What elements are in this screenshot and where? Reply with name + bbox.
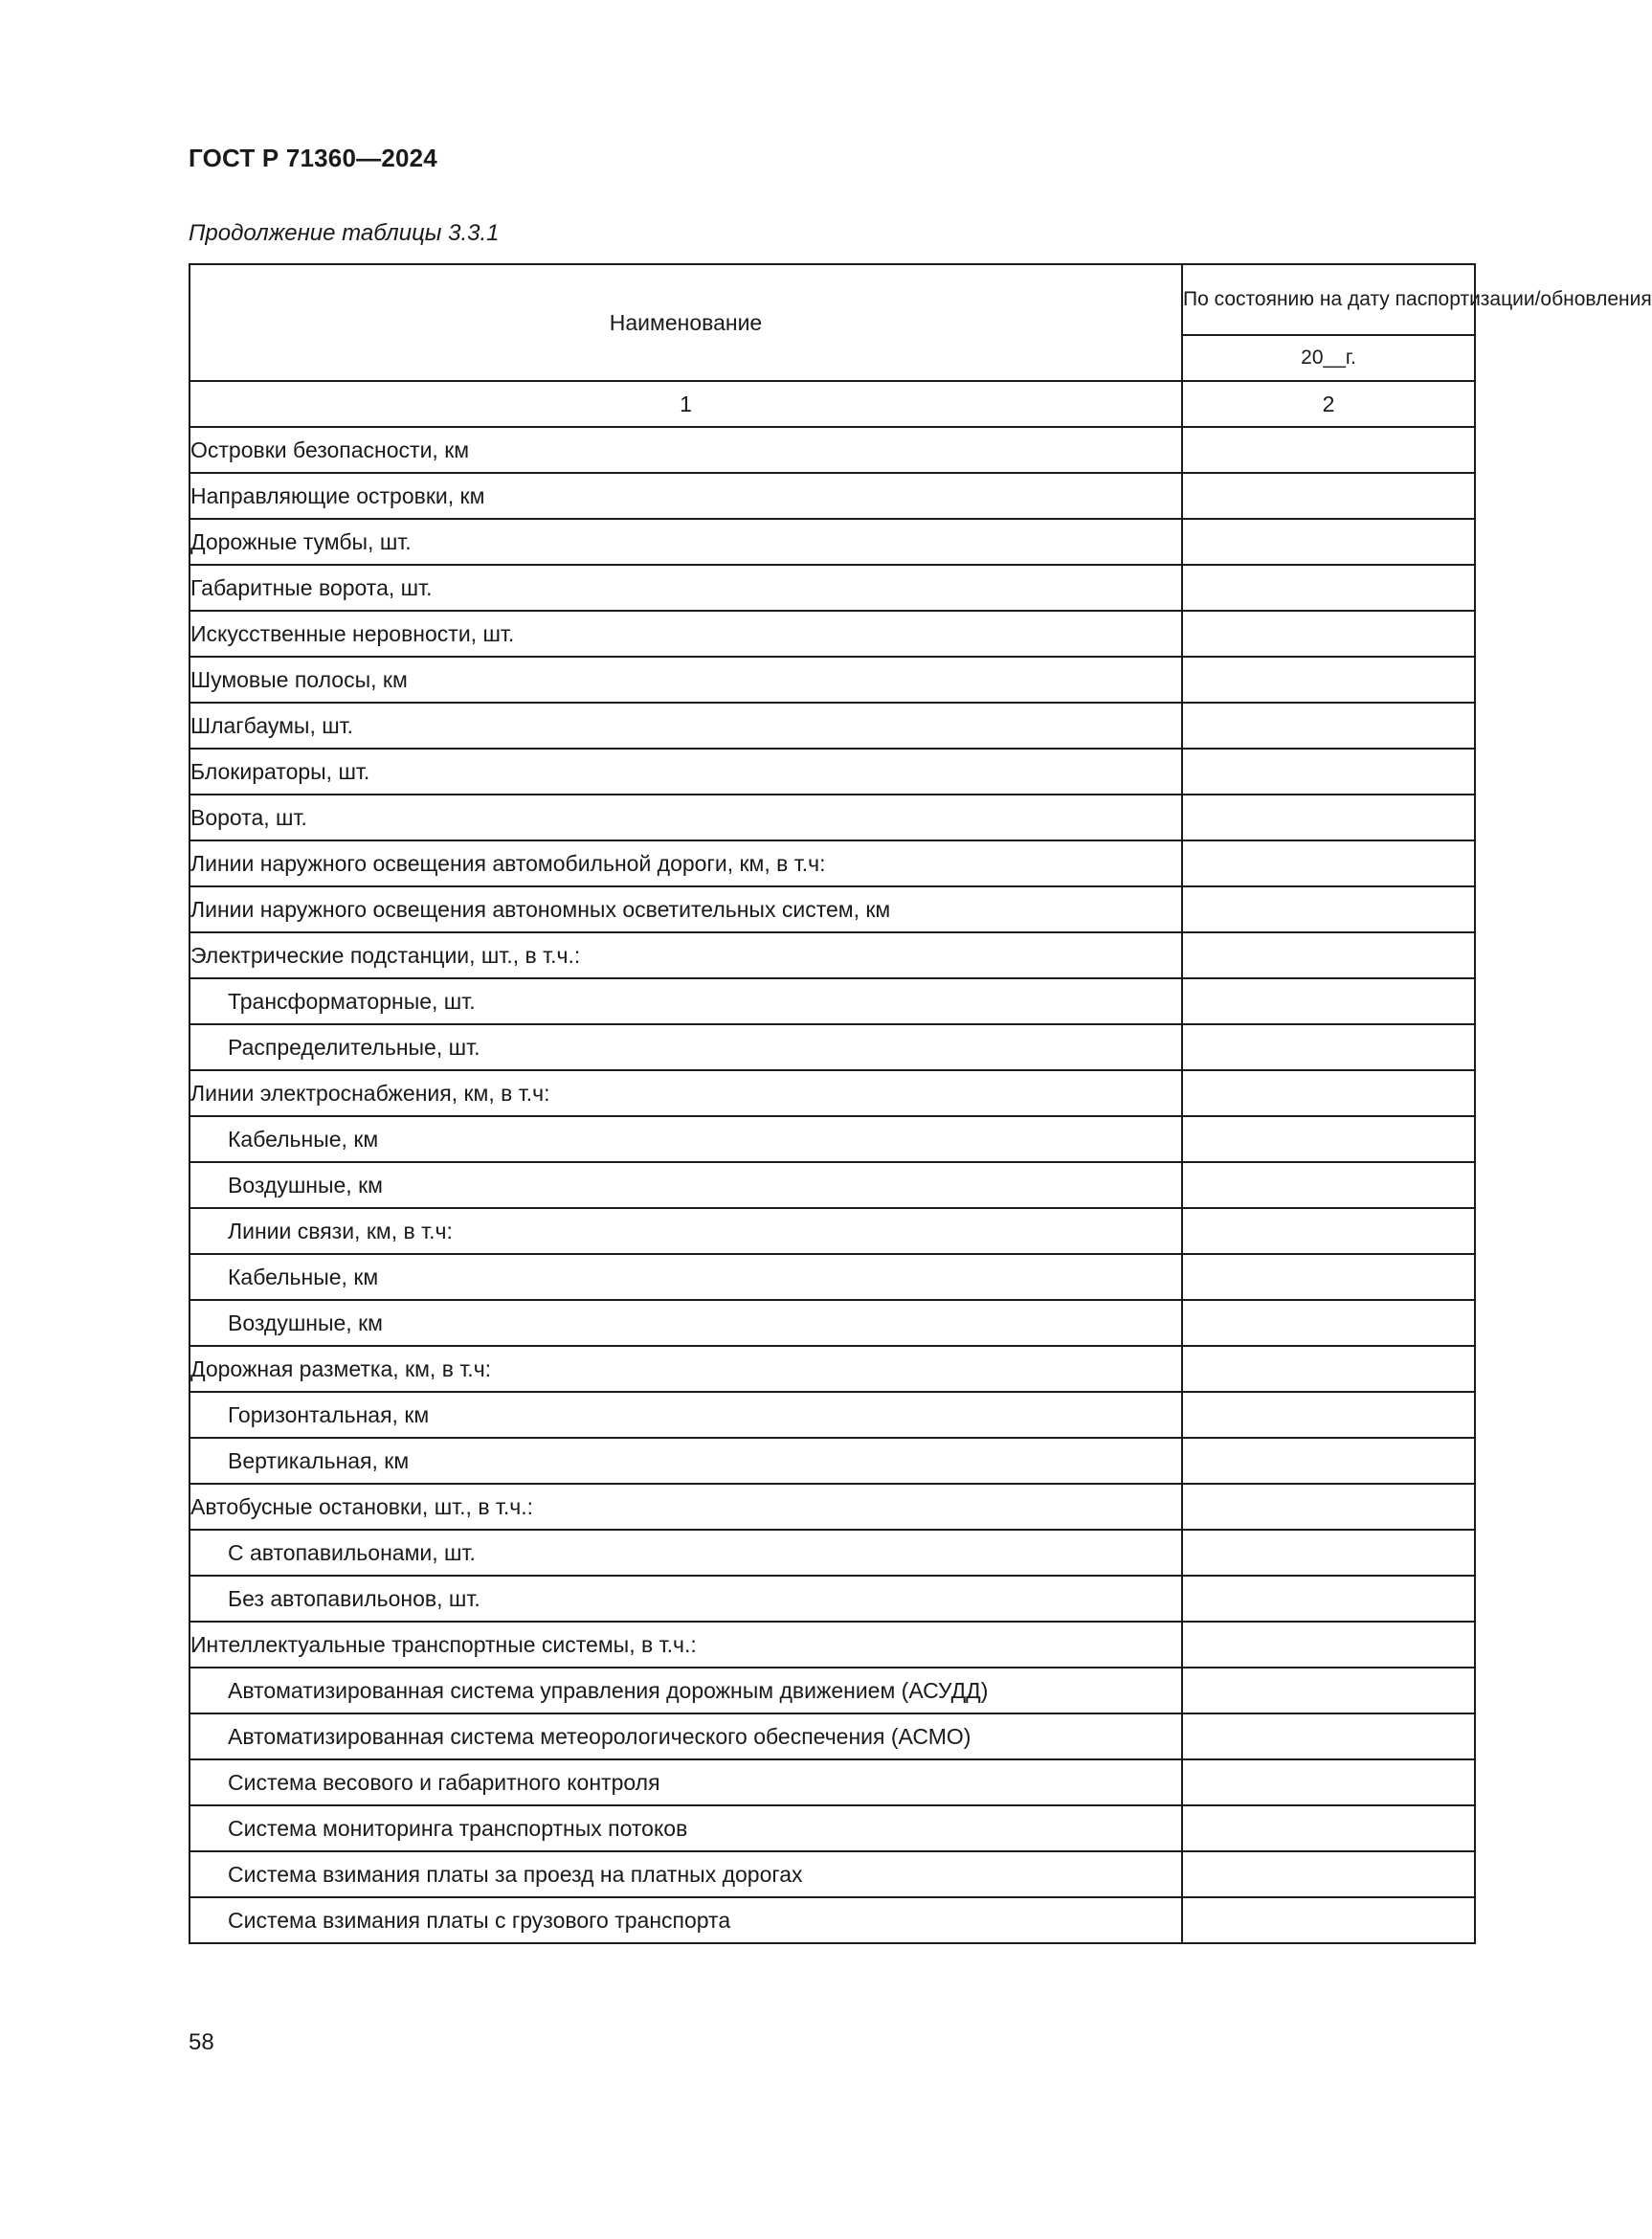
row-value-cell[interactable] bbox=[1182, 1484, 1475, 1530]
row-name: Шумовые полосы, км bbox=[190, 657, 1182, 703]
table-row bbox=[190, 1300, 1475, 1346]
row-value-cell[interactable] bbox=[1182, 1392, 1475, 1438]
table-row bbox=[190, 932, 1475, 978]
table-row bbox=[190, 840, 1475, 886]
row-name: Островки безопасности, км bbox=[190, 427, 1182, 473]
row-name: Кабельные, км bbox=[190, 1116, 1182, 1162]
row-name: Интеллектуальные транспортные системы, в т.ч.: bbox=[190, 1622, 1182, 1668]
row-name: Автобусные остановки, шт., в т.ч.: bbox=[190, 1484, 1182, 1530]
table-row bbox=[190, 1851, 1475, 1897]
row-value-cell[interactable] bbox=[1182, 795, 1475, 840]
table-row bbox=[190, 1162, 1475, 1208]
row-name: Линии связи, км, в т.ч: bbox=[190, 1208, 1182, 1254]
row-name: Система взимания платы с грузового транспорта bbox=[190, 1897, 1182, 1943]
row-value-cell[interactable] bbox=[1182, 749, 1475, 795]
row-value-cell[interactable] bbox=[1182, 1024, 1475, 1070]
table-row bbox=[190, 519, 1475, 565]
row-value-cell[interactable] bbox=[1182, 1759, 1475, 1805]
row-value-cell[interactable] bbox=[1182, 1254, 1475, 1300]
row-value-cell[interactable] bbox=[1182, 1530, 1475, 1576]
row-value-cell[interactable] bbox=[1182, 473, 1475, 519]
passport-table bbox=[189, 263, 1652, 1944]
row-name: Электрические подстанции, шт., в т.ч.: bbox=[190, 932, 1182, 978]
column-number-1: 1 bbox=[190, 381, 1182, 427]
row-name: Кабельные, км bbox=[190, 1254, 1182, 1300]
table-row bbox=[190, 427, 1475, 473]
row-name: Искусственные неровности, шт. bbox=[190, 611, 1182, 657]
row-name: Дорожная разметка, км, в т.ч: bbox=[190, 1346, 1182, 1392]
row-value-cell[interactable] bbox=[1182, 1713, 1475, 1759]
row-value-cell[interactable] bbox=[1182, 1300, 1475, 1346]
table-row bbox=[190, 1805, 1475, 1851]
table-row bbox=[190, 1622, 1475, 1668]
table-row bbox=[190, 1484, 1475, 1530]
table-row bbox=[190, 565, 1475, 611]
row-name: Направляющие островки, км bbox=[190, 473, 1182, 519]
row-value-cell[interactable] bbox=[1182, 886, 1475, 932]
row-value-cell[interactable] bbox=[1182, 840, 1475, 886]
table-row bbox=[190, 1116, 1475, 1162]
row-name: Распределительные, шт. bbox=[190, 1024, 1182, 1070]
row-value-cell[interactable] bbox=[1182, 1897, 1475, 1943]
row-name: Воздушные, км bbox=[190, 1162, 1182, 1208]
table-row bbox=[190, 1346, 1475, 1392]
table-row bbox=[190, 1438, 1475, 1484]
row-value-cell[interactable] bbox=[1182, 611, 1475, 657]
row-name: Система весового и габаритного контроля bbox=[190, 1759, 1182, 1805]
header-row bbox=[190, 264, 1475, 335]
row-name: Шлагбаумы, шт. bbox=[190, 703, 1182, 749]
table-row bbox=[190, 473, 1475, 519]
table-row bbox=[190, 1070, 1475, 1116]
row-name: Линии электроснабжения, км, в т.ч: bbox=[190, 1070, 1182, 1116]
table-row bbox=[190, 1759, 1475, 1805]
column-number-row bbox=[190, 381, 1475, 427]
table-row bbox=[190, 703, 1475, 749]
column-header-year: 20__г. bbox=[1182, 335, 1475, 381]
table-row bbox=[190, 978, 1475, 1024]
table-row bbox=[190, 1576, 1475, 1622]
row-value-cell[interactable] bbox=[1182, 1668, 1475, 1713]
row-name: Автоматизированная система метеорологического обеспечения (АСМО) bbox=[190, 1713, 1182, 1759]
table-row bbox=[190, 749, 1475, 795]
row-value-cell[interactable] bbox=[1182, 1805, 1475, 1851]
table-caption: Продолжение таблицы 3.3.1 bbox=[189, 220, 500, 246]
table-row bbox=[190, 611, 1475, 657]
row-value-cell[interactable] bbox=[1182, 1576, 1475, 1622]
table-row bbox=[190, 657, 1475, 703]
table-row bbox=[190, 1530, 1475, 1576]
row-value-cell[interactable] bbox=[1182, 932, 1475, 978]
row-name: Дорожные тумбы, шт. bbox=[190, 519, 1182, 565]
column-header-name: Наименование bbox=[190, 264, 1182, 381]
column-header-status: По состоянию на дату паспортизации/обновления bbox=[1182, 264, 1475, 335]
row-value-cell[interactable] bbox=[1182, 1438, 1475, 1484]
row-value-cell[interactable] bbox=[1182, 1162, 1475, 1208]
row-name: Автоматизированная система управления дорожным движением (АСУДД) bbox=[190, 1668, 1182, 1713]
row-name: Блокираторы, шт. bbox=[190, 749, 1182, 795]
page-number: 58 bbox=[189, 2029, 214, 2055]
table-row bbox=[190, 1668, 1475, 1713]
row-name: Воздушные, км bbox=[190, 1300, 1182, 1346]
row-value-cell[interactable] bbox=[1182, 1622, 1475, 1668]
row-name: Трансформаторные, шт. bbox=[190, 978, 1182, 1024]
row-name: Габаритные ворота, шт. bbox=[190, 565, 1182, 611]
row-value-cell[interactable] bbox=[1182, 1116, 1475, 1162]
row-value-cell[interactable] bbox=[1182, 657, 1475, 703]
table-row bbox=[190, 1024, 1475, 1070]
row-value-cell[interactable] bbox=[1182, 519, 1475, 565]
row-name: Линии наружного освещения автономных осветительных систем, км bbox=[190, 886, 1182, 932]
row-name: Система мониторинга транспортных потоков bbox=[190, 1805, 1182, 1851]
row-value-cell[interactable] bbox=[1182, 703, 1475, 749]
row-value-cell[interactable] bbox=[1182, 1851, 1475, 1897]
row-value-cell[interactable] bbox=[1182, 978, 1475, 1024]
row-name: Горизонтальная, км bbox=[190, 1392, 1182, 1438]
document-code: ГОСТ Р 71360—2024 bbox=[189, 144, 437, 172]
row-value-cell[interactable] bbox=[1182, 1070, 1475, 1116]
row-name: С автопавильонами, шт. bbox=[190, 1530, 1182, 1576]
table-row bbox=[190, 1713, 1475, 1759]
row-value-cell[interactable] bbox=[1182, 1208, 1475, 1254]
table-row bbox=[190, 1392, 1475, 1438]
row-value-cell[interactable] bbox=[1182, 1346, 1475, 1392]
table-row bbox=[190, 886, 1475, 932]
row-name: Ворота, шт. bbox=[190, 795, 1182, 840]
table-row bbox=[190, 795, 1475, 840]
table-row bbox=[190, 1208, 1475, 1254]
row-value-cell[interactable] bbox=[1182, 565, 1475, 611]
table-row bbox=[190, 1254, 1475, 1300]
row-name: Без автопавильонов, шт. bbox=[190, 1576, 1182, 1622]
row-name: Система взимания платы за проезд на платных дорогах bbox=[190, 1851, 1182, 1897]
row-name: Вертикальная, км bbox=[190, 1438, 1182, 1484]
row-value-cell[interactable] bbox=[1182, 427, 1475, 473]
row-name: Линии наружного освещения автомобильной дороги, км, в т.ч: bbox=[190, 840, 1182, 886]
column-number-2: 2 bbox=[1182, 381, 1475, 427]
table-row bbox=[190, 1897, 1475, 1943]
